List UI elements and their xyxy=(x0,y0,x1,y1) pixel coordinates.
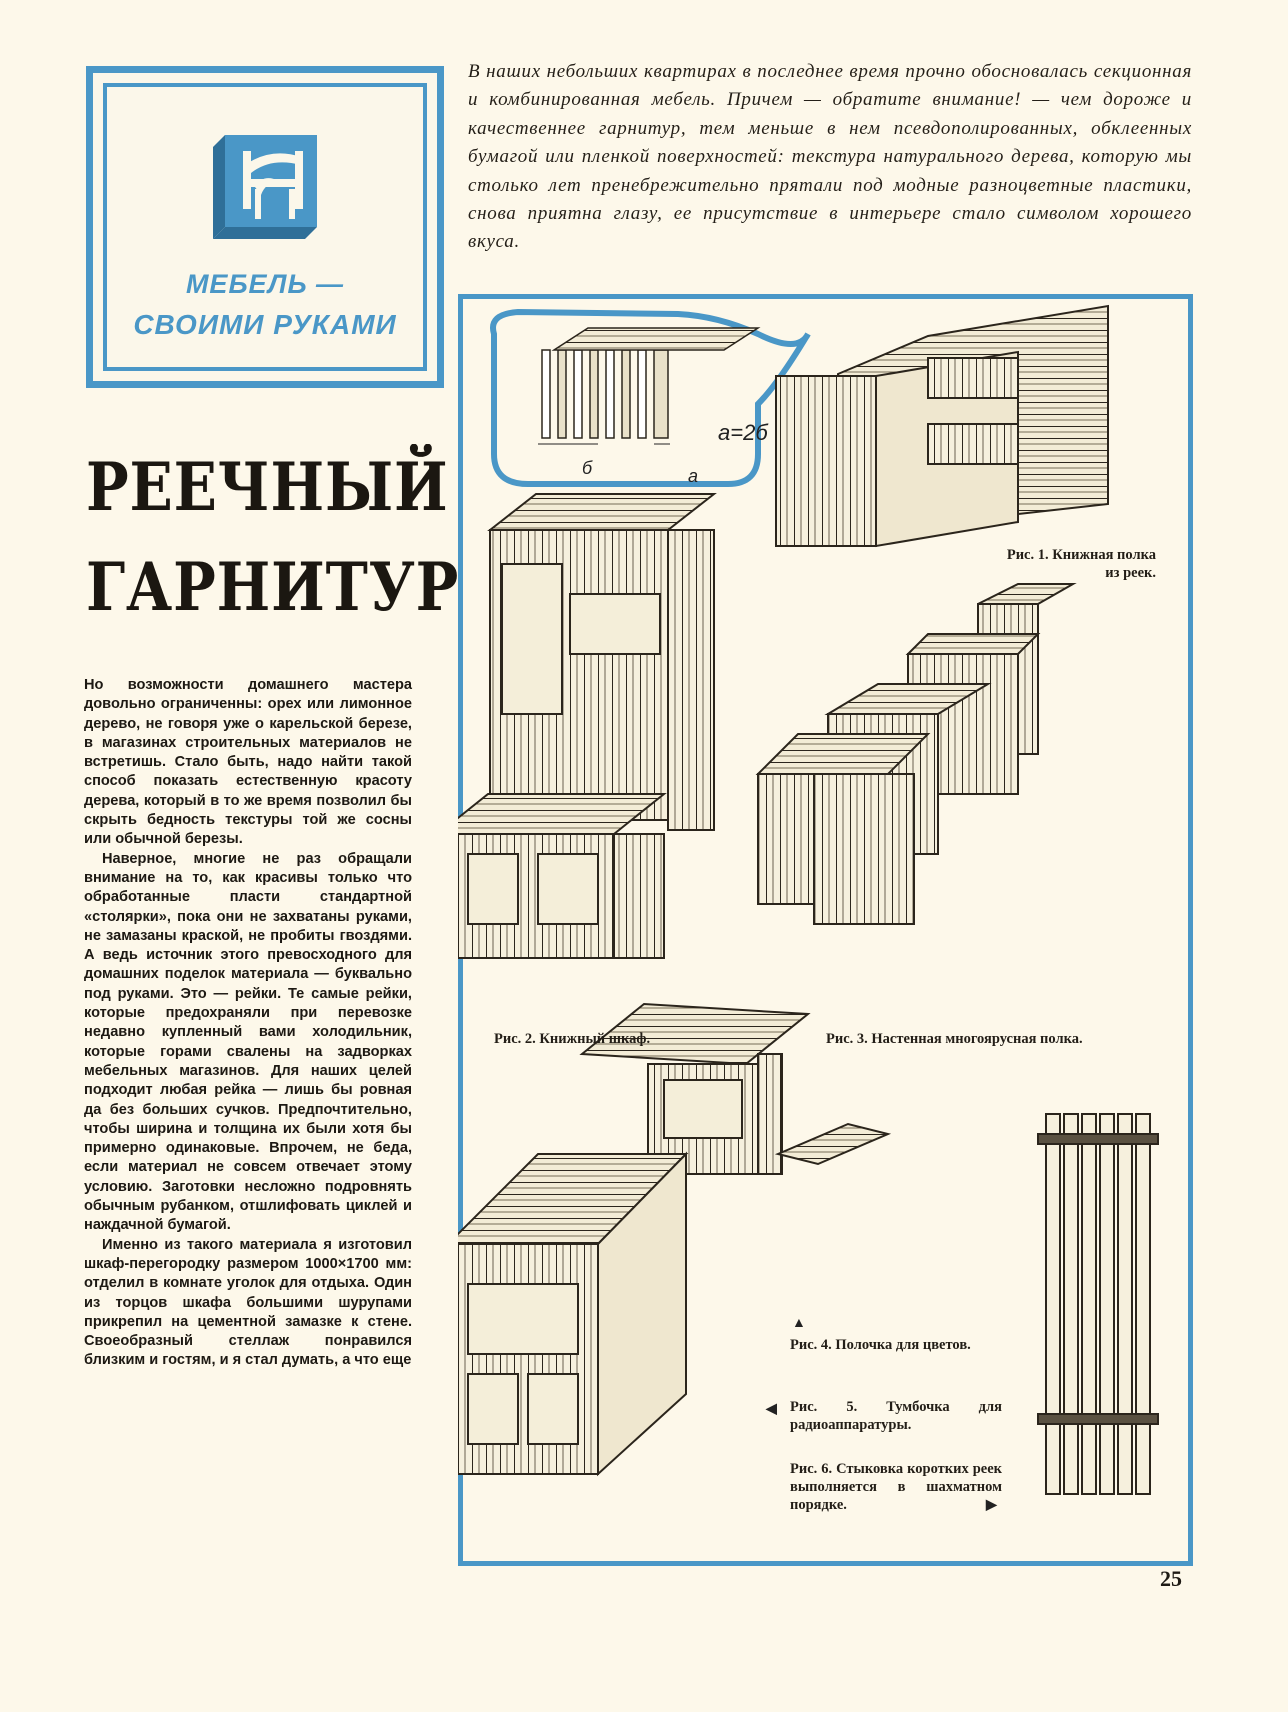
body-paragraph: Но возможности домашнего мастера довольно ограниченны: орех или лимонное дерево, не говоря уже о карельской березе, в магазинах строительных материалов не встретишь. Стало быть, надо найти такой способ показать естественную красоту дерева, который в то же время позволил бы скрыть бедность текстуры той же сосны или обычной березы. xyxy=(84,677,412,848)
arrow-up-icon: ▲ xyxy=(792,1316,806,1331)
chair-cube-icon xyxy=(205,117,335,247)
fig6-staggered-joints xyxy=(1038,1114,1158,1494)
section-logo xyxy=(86,66,444,388)
detail-bubble xyxy=(493,312,808,484)
fig2-bookcase xyxy=(458,494,714,958)
logo-line-1: МЕБЕЛЬ — xyxy=(185,269,345,299)
body-paragraph: Именно из такого материала я изготовил шкаф-перегородку размером 1000×1700 мм: отделил в комнате уголок для отдыха. Один из торцов шкафа большими шурупами прикрепил на цементной замазке к стене. Своеобразный стеллаж понравился близким и гостям, и я стал думать, а что еще xyxy=(84,1236,412,1369)
dimension-formula: a=2б xyxy=(718,420,768,445)
caption-fig1: Рис. 1. Книжная полка из реек. xyxy=(1006,547,1156,581)
article-body xyxy=(84,676,412,1371)
logo-line-2: СВОИМИ РУКАМИ xyxy=(133,309,397,340)
fig3-tiered-shelf xyxy=(758,584,1073,924)
body-paragraph: Наверное, многие не раз обращали внимание на то, как красивы только что обработанные пласти стандартной «столярки», пока они не захватаны руками, не замазаны краской, не пробиты гвоздями. А ведь источник этого превосходного для домашних поделок материала — буквально под руками. Это — рейки. Те самые рейки, которые предохраняли при перевозке недавно купленный вами холодильник, которые горами свалены на задворках мебельных магазинов. Для наших целей подходит любая рейка — лишь бы ровная да без больших сучков. Предпочтительно, чтобы ширина и толщина их были хотя бы примерно одинаковые. Впрочем, не беда, если материал не совсем отвечает этому условию. Заготовки несложно подровнять обычным рубанком, отшлифовать циклей и наждачной бумагой. xyxy=(84,850,412,1234)
dimension-a: a xyxy=(688,466,699,486)
caption-fig4: Рис. 4. Полочка для цветов. xyxy=(790,1337,971,1353)
fig1-book-shelf xyxy=(776,306,1108,546)
caption-fig5: Рис. 5. Тумбочка для радиоаппаратуры. xyxy=(790,1399,1002,1433)
headline-line-1: РЕЕЧНЫЙ xyxy=(86,448,449,526)
caption-fig3: Рис. 3. Настенная многоярусная полка. xyxy=(826,1031,1083,1047)
headline-line-2: ГАРНИТУР xyxy=(86,548,460,626)
intro-paragraph: В наших небольших квартирах в последнее время прочно обосновалась секционная и комбинированная мебель. Причем — обратите внимание! — чем дороже и качественнее гарнитур, тем меньше в нем псевдополированных, обклеенных бумагой или пленкой поверхностей: текстура натурального дерева, которую мы столько лет пренебрежительно прятали под модные разноцветные пластики, снова приятна глазу, ее присутствие в интерьере стало символом хорошего вкуса. xyxy=(468,61,1192,253)
fig5-nightstand xyxy=(458,1154,686,1474)
caption-fig2: Рис. 2. Книжный шкаф. xyxy=(494,1031,651,1047)
arrow-right-icon: ▶ xyxy=(986,1498,997,1513)
page-number: 25 xyxy=(1160,1566,1182,1591)
arrow-left-icon: ◀ xyxy=(766,1402,777,1417)
caption-fig6: Рис. 6. Стыковка коротких реек выполняется в шахматном порядке. xyxy=(790,1461,1002,1513)
dimension-b: б xyxy=(582,458,593,478)
furniture-illustrations xyxy=(458,294,1193,1566)
